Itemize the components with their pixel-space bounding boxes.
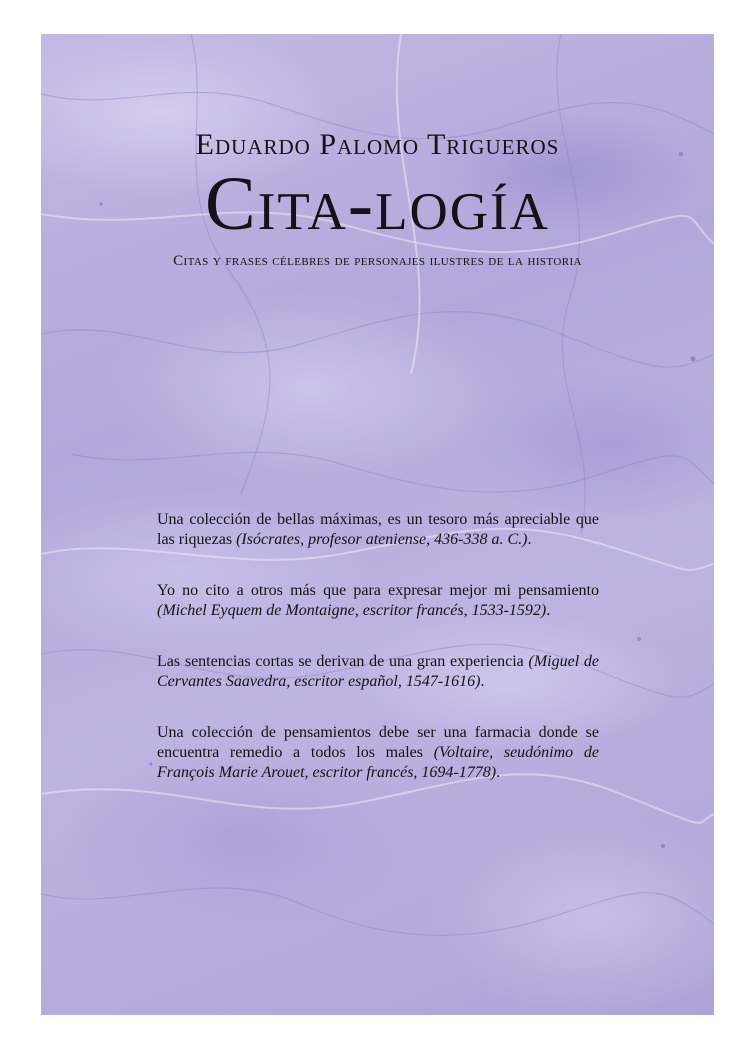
- quote-source: (Miguel de Cervantes Saavedra, escritor español, 1547-1616): [157, 653, 600, 690]
- book-cover: [41, 34, 714, 1015]
- quote-item: [157, 652, 599, 692]
- quote-item: [157, 723, 599, 783]
- quote-end: .: [496, 764, 501, 781]
- quote-text: Las sentencias cortas se derivan de una gran experiencia: [157, 653, 529, 670]
- quote-item: [157, 510, 599, 550]
- quote-end: .: [480, 673, 485, 690]
- author-name: Eduardo Palomo Trigueros: [195, 128, 560, 161]
- quote-end: .: [546, 602, 551, 619]
- quote-end: .: [527, 531, 532, 548]
- book-title: Cita-logía: [205, 162, 550, 246]
- quote-item: [157, 581, 599, 621]
- quote-text: Una colección de pensamientos debe ser una farmacia donde se encuentra remedio a todos los males: [157, 724, 599, 761]
- quote-text: Una colección de bellas máximas, es un tesoro más apreciable que las riquezas: [157, 511, 599, 548]
- quotes-list: [157, 510, 599, 814]
- book-subtitle: Citas y frases célebres de personajes ilustres de la historia: [173, 253, 582, 269]
- quote-source: (Isócrates, profesor ateniense, 436-338 a. C.): [236, 531, 528, 548]
- quote-source: (Voltaire, seudónimo de François Marie Arouet, escritor francés, 1694-1778): [157, 744, 599, 781]
- quote-source: (Michel Eyquem de Montaigne, escritor francés, 1533-1592): [157, 602, 547, 619]
- quote-text: Yo no cito a otros más que para expresar mejor mi pensamiento: [157, 582, 599, 599]
